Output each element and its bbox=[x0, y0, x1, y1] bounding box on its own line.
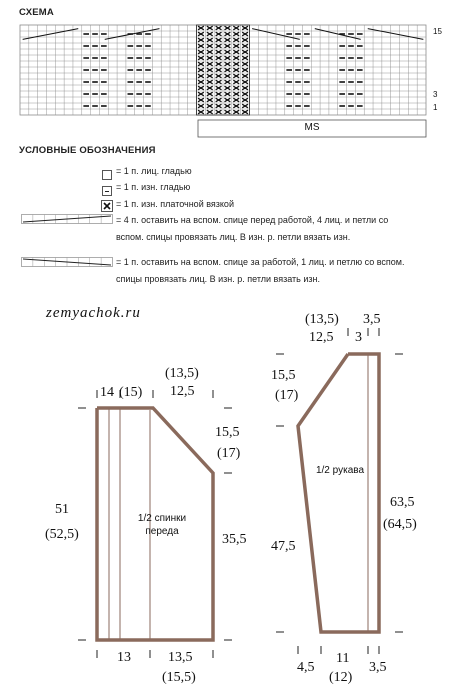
back-armhole-1: 15,5 bbox=[215, 425, 240, 440]
sleeve-label: 1/2 рукава bbox=[315, 465, 365, 476]
sleeve-seam-length: 47,5 bbox=[271, 539, 296, 554]
knit-stitch-icon bbox=[102, 170, 112, 180]
chart-header: СХЕМА bbox=[19, 7, 54, 18]
back-bottom-a: 13 bbox=[117, 650, 131, 665]
row-number-3: 3 bbox=[433, 90, 438, 99]
back-length-2: (52,5) bbox=[45, 527, 79, 542]
cable1-icon bbox=[21, 256, 113, 268]
ms-label: MS bbox=[304, 122, 320, 133]
back-bottom-b1: 13,5 bbox=[168, 650, 193, 665]
watermark: zemyachok.ru bbox=[46, 305, 141, 321]
legend-knit-text: = 1 п. лиц. гладью bbox=[116, 166, 192, 176]
legend-cable1-text-2: спицы провязать лиц. В изн. р. петли вязать изн. bbox=[116, 274, 320, 284]
sleeve-bottom-c: 3,5 bbox=[369, 660, 387, 675]
sleeve-bottom-b1: 11 bbox=[336, 651, 350, 666]
sleeve-bottom-b2: (12) bbox=[329, 670, 353, 685]
garter-stitch-icon bbox=[101, 200, 113, 212]
row-number-1: 1 bbox=[433, 103, 438, 112]
back-side-length: 35,5 bbox=[222, 532, 247, 547]
legend-garter-text: = 1 п. изн. платочной вязкой bbox=[116, 199, 234, 209]
back-label-1: 1/2 спинки bbox=[137, 513, 187, 524]
legend-cable4-text-2: вспом. спицы провязать лиц. В изн. р. петли вязать изн. bbox=[116, 232, 351, 242]
sleeve-bottom-a: 4,5 bbox=[297, 660, 315, 675]
legend-cable1-text-1: = 1 п. оставить на вспом. спице за работой, 1 лиц. и петлю со вспом. bbox=[116, 257, 405, 267]
sleeve-length-1: 63,5 bbox=[390, 495, 415, 510]
legend-header: УСЛОВНЫЕ ОБОЗНАЧЕНИЯ bbox=[19, 145, 156, 156]
back-top-width-b: (15) bbox=[119, 385, 143, 400]
chart-grid bbox=[20, 25, 426, 115]
knitting-chart bbox=[0, 0, 460, 140]
sleeve-top-a2: 12,5 bbox=[309, 330, 334, 345]
row-number-15: 15 bbox=[433, 27, 442, 36]
sleeve-cap-1: 15,5 bbox=[271, 368, 296, 383]
legend-cable4-text-1: = 4 п. оставить на вспом. спице перед работой, 4 лиц. и петли со bbox=[116, 215, 389, 225]
back-bottom-b2: (15,5) bbox=[162, 670, 196, 685]
back-top-width-c2: 12,5 bbox=[170, 384, 195, 399]
back-top-width-c1: (13,5) bbox=[165, 366, 199, 381]
sleeve-length-2: (64,5) bbox=[383, 517, 417, 532]
sleeve-top-c: 3 bbox=[355, 330, 362, 345]
sleeve-cap-2: (17) bbox=[275, 388, 299, 403]
legend-purl-text: = 1 п. изн. гладью bbox=[116, 182, 191, 192]
sleeve-outline bbox=[298, 354, 379, 632]
cable4-icon bbox=[21, 213, 113, 225]
back-armhole-2: (17) bbox=[217, 446, 241, 461]
sleeve-top-b: 3,5 bbox=[363, 312, 381, 327]
back-length-1: 51 bbox=[55, 502, 69, 517]
back-label-2: переда bbox=[145, 526, 179, 537]
back-top-width-a: 14 bbox=[100, 385, 114, 400]
purl-stitch-icon bbox=[102, 186, 112, 196]
sleeve-top-a1: (13,5) bbox=[305, 312, 339, 327]
